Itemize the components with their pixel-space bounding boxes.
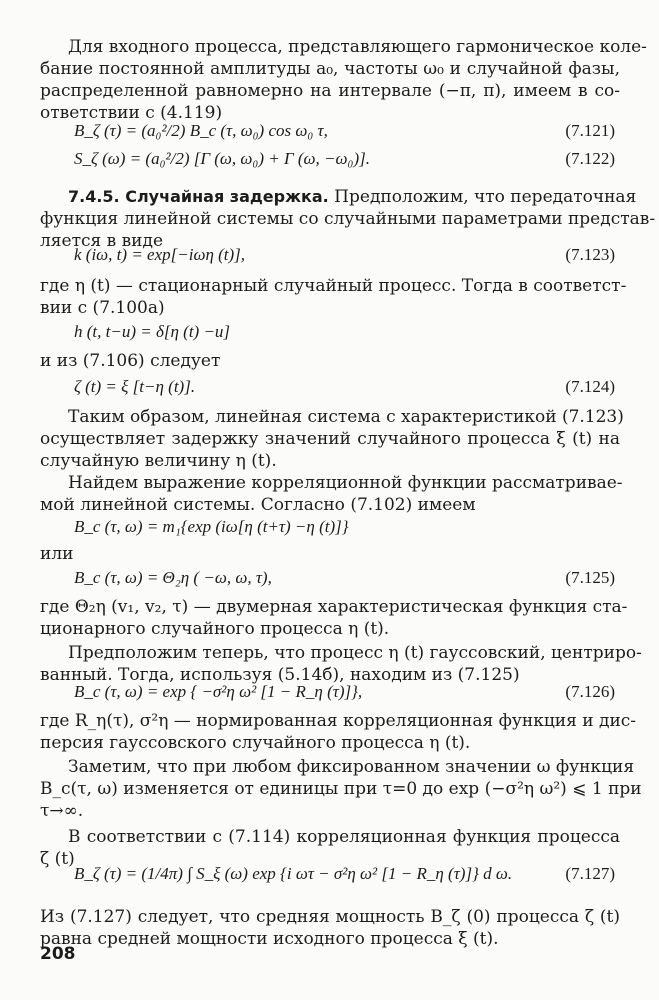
p10-line-1: Заметим, что при любом фиксированном значении ω функция: [68, 757, 635, 777]
intro-line-3: распределенной равномерно на интервале (−π, π), имеем в со-: [40, 81, 620, 101]
equation-number-7-123: (7.123): [565, 245, 615, 264]
equation-7-125: B_c (τ, ω) = Θ₂η ( −ω, ω, τ),: [74, 568, 272, 587]
p4-line-1: Таким образом, линейная система с характеристикой (7.123): [68, 407, 624, 427]
section-line-3: ляется в виде: [40, 231, 164, 251]
equation-h: h (t, t−u) = δ[η (t) −u]: [74, 322, 231, 341]
equation-7-124: ζ (t) = ξ [t−η (t)].: [74, 377, 196, 396]
p2-line-1: где η (t) — стационарный случайный процесс. Тогда в соответст-: [40, 276, 627, 296]
p4-line-3: случайную величину η (t).: [40, 451, 277, 471]
p9-line-1: где R_η(τ), σ²η — нормированная корреляционная функция и дис-: [40, 711, 637, 731]
page-number: 208: [40, 944, 76, 964]
p6-line: или: [40, 544, 74, 564]
equation-7-122: S_ζ (ω) = (a₀²/2) [Γ (ω, ω₀) + Γ (ω, −ω₀)].: [74, 149, 370, 168]
p5-line-2: мой линейной системы. Согласно (7.102) имеем: [40, 495, 476, 515]
intro-line-2: бание постоянной амплитуды a₀, частоты ω₀ и случайной фазы,: [40, 59, 620, 79]
p3-line: и из (7.106) следует: [40, 351, 221, 371]
p11-line-1: В соответствии с (7.114) корреляционная функция процесса: [68, 827, 620, 847]
equation-number-7-127: (7.127): [565, 864, 615, 883]
section-line-2: функция линейной системы со случайными параметрами представ-: [40, 209, 656, 229]
p5-line-1: Найдем выражение корреляционной функции рассматривае-: [68, 473, 623, 493]
p10-line-2: B_c(τ, ω) изменяется от единицы при τ=0 до exp (−σ²η ω²) ⩽ 1 при: [40, 779, 642, 799]
equation-7-127: B_ζ (τ) = (1/4π) ∫ S_ξ (ω) exp {i ωτ − σ²η ω² [1 − R_η (τ)]} d ω.: [74, 864, 513, 883]
intro-line-1: Для входного процесса, представляющего гармоническое коле-: [68, 37, 647, 57]
equation-7-121: B_ζ (τ) = (a₀²/2) B_c (τ, ω₀) cos ω₀ τ,: [74, 121, 328, 140]
p10-line-3: τ→∞.: [40, 801, 84, 821]
p2-line-2: вии с (7.100а): [40, 298, 165, 318]
equation-number-7-126: (7.126): [565, 682, 615, 701]
p7-line-1: где Θ₂η (v₁, v₂, τ) — двумерная характеристическая функция ста-: [40, 597, 628, 617]
p8-line-2: ванный. Тогда, используя (5.14б), находим из (7.125): [40, 665, 520, 685]
p11-line-2: ζ (t): [40, 849, 75, 869]
equation-number-7-121: (7.121): [565, 121, 615, 140]
equation-number-7-122: (7.122): [565, 149, 615, 168]
equation-number-7-125: (7.125): [565, 568, 615, 587]
p7-line-2: ционарного случайного процесса η (t).: [40, 619, 390, 639]
equation-7-126: B_c (τ, ω) = exp { −σ²η ω² [1 − R_η (τ)]},: [74, 682, 363, 701]
equation-number-7-124: (7.124): [565, 377, 615, 396]
section-line-1: Предположим, что передаточная: [334, 187, 637, 207]
p9-line-2: персия гауссовского случайного процесса η (t).: [40, 733, 471, 753]
equation-7-123: k (iω, t) = exp[−iωη (t)],: [74, 245, 246, 264]
p12-line-1: Из (7.127) следует, что средняя мощность B_ζ (0) процесса ζ (t): [40, 907, 620, 927]
p8-line-1: Предположим теперь, что процесс η (t) гауссовский, центриро-: [68, 643, 642, 663]
section-heading-line: [68, 186, 637, 208]
equation-bc: B_c (τ, ω) = m₁{exp (iω[η (t+τ) −η (t)]}: [74, 517, 349, 536]
p12-line-2: равна средней мощности исходного процесса ξ (t).: [40, 929, 499, 949]
intro-line-4: ответствии с (4.119): [40, 103, 223, 123]
p4-line-2: осуществляет задержку значений случайного процесса ξ (t) на: [40, 429, 620, 449]
section-heading: 7.4.5. Случайная задержка.: [68, 187, 329, 206]
